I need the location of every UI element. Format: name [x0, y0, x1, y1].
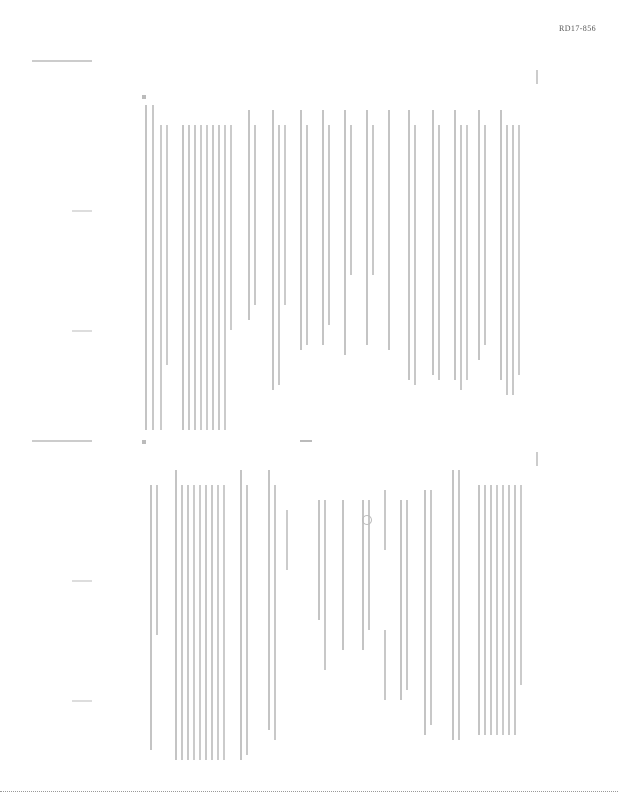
header-mark	[72, 700, 92, 702]
header-mark	[72, 210, 92, 212]
document-code: RD17-856	[559, 24, 596, 33]
header-mark	[72, 580, 92, 582]
item-marker	[142, 95, 146, 99]
bottom-edge-rule	[0, 791, 618, 792]
page-marker	[536, 70, 538, 84]
section-mark	[300, 440, 312, 442]
page-marker	[536, 452, 538, 466]
formula-mark	[362, 515, 372, 525]
running-header-left-bottom	[32, 440, 92, 442]
header-mark	[72, 330, 92, 332]
item-marker	[142, 440, 146, 444]
running-header-left-top	[32, 60, 92, 62]
